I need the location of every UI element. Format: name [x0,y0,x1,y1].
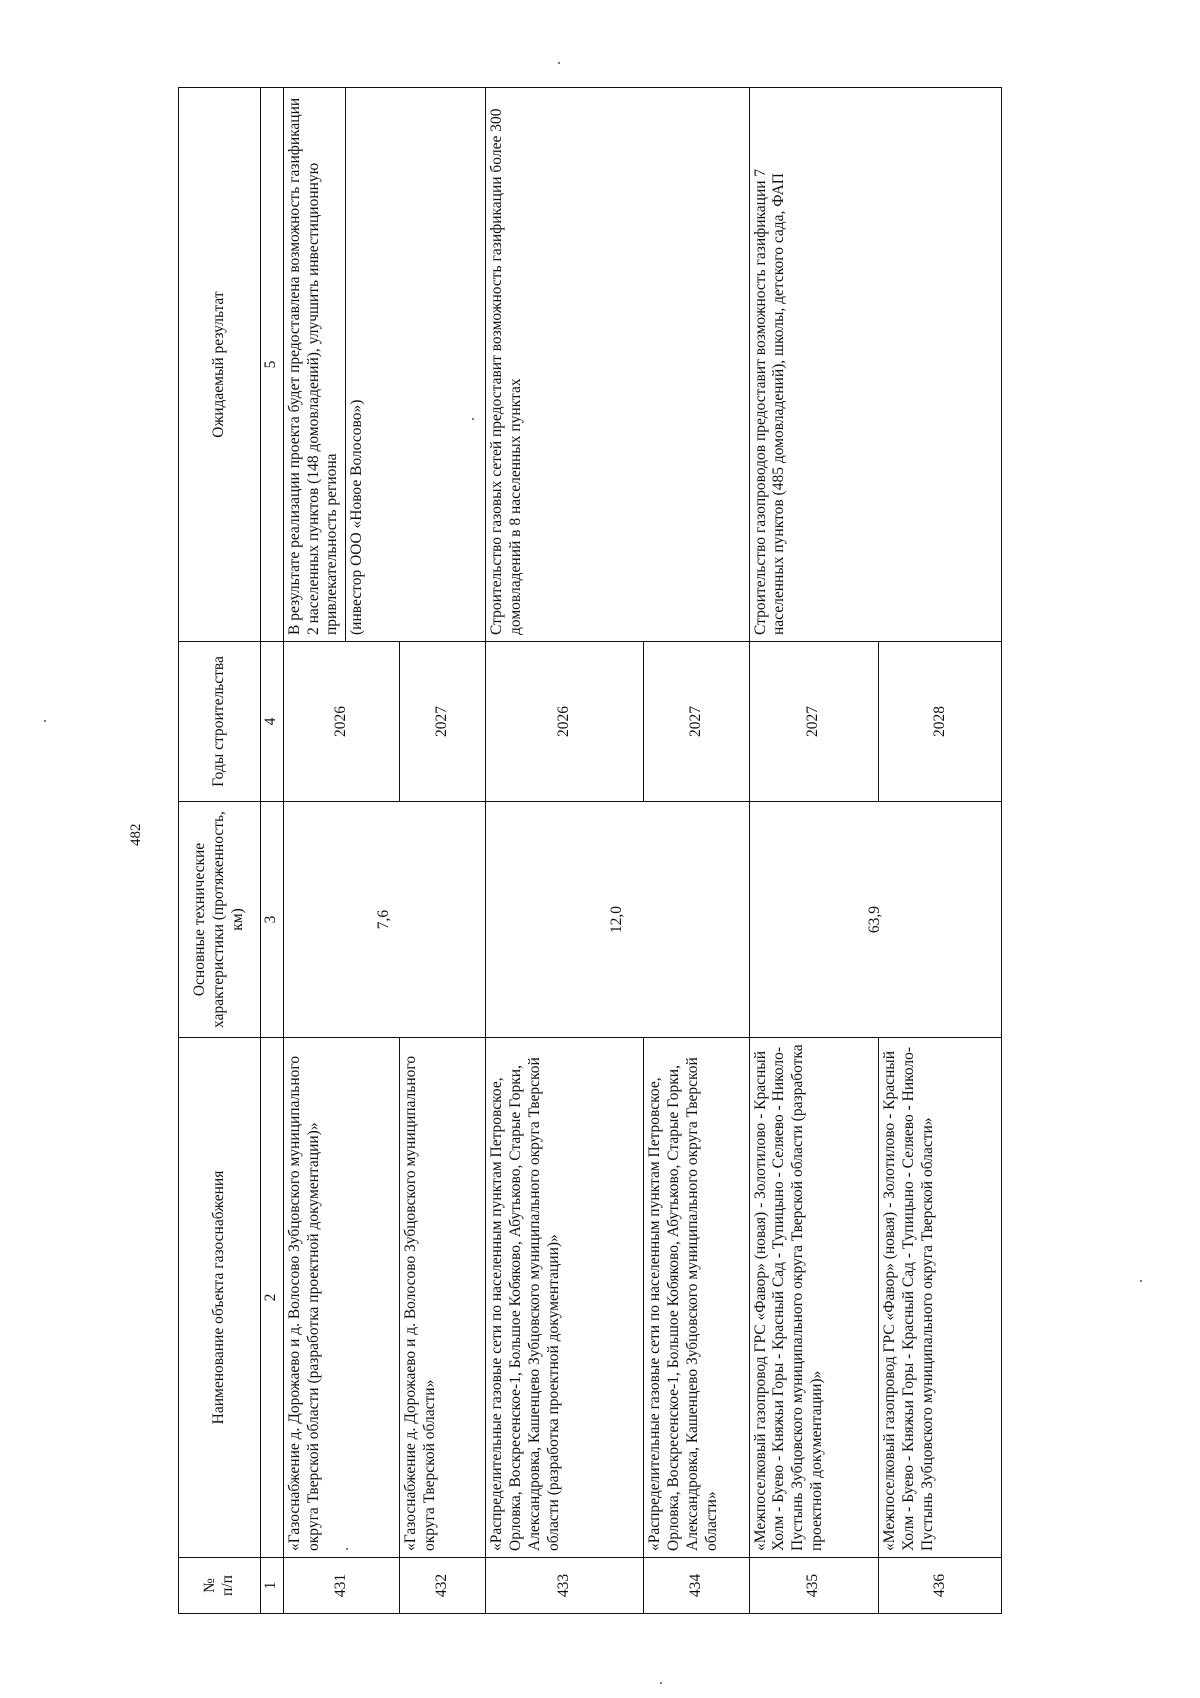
column-number: 5 [260,88,283,642]
row-number: 436 [878,1558,1001,1614]
column-number: 4 [260,642,283,802]
header-object-name: Наименование объекта газоснабжения [179,1038,261,1558]
header-technical-characteristics: Основные технические характеристики (протяженность, км) [179,802,261,1038]
object-name: «Распределительные газовые сети по населенным пунктам Петровское, Орловка, Воскресенское-1, Большое Кобяково, Абутьково, Старые Горки, Александровка, Кашенцево Зубцовского муниципального округа Тверской области» [643,1038,749,1558]
length-value: 7,6 [283,802,486,1038]
row-number: 435 [749,1558,878,1614]
length-value: 12,0 [486,802,749,1038]
column-number-row [260,88,283,1614]
gas-supply-table [178,87,1002,1614]
row-number: 432 [400,1558,486,1614]
header-construction-years: Годы строительства [179,642,261,802]
object-name: «Газоснабжение д. Дорожаево и д. Волосово Зубцовского муниципального округа Тверской области (разработка проектной документации)» [283,1038,399,1558]
length-value: 63,9 [749,802,1001,1038]
construction-year: 2027 [749,642,878,802]
construction-year: 2027 [400,642,486,802]
investor-note: (инвестор ООО «Новое Волосово») [345,88,367,641]
row-number: 433 [486,1558,643,1614]
header-number: № п/п [179,1558,261,1614]
object-name: «Межпоселковый газопровод ГРС «Фавор» (новая) - Золотилово - Красный Холм - Буево - Княжьи Горы - Красный Сад - Тупицыно - Селяево - Николо-Пустынь Зубцовского муниципального округа Тверской области» [878,1038,1001,1558]
header-row [179,88,261,1614]
expected-result-text: Строительство газовых сетей предоставит возможность газификации более 300 домовладений в 8 населенных пунктах [486,88,749,642]
table-row [749,88,878,1614]
table-row [486,88,643,1614]
table-row [283,88,399,1614]
construction-year: 2026 [486,642,643,802]
row-number: 434 [643,1558,749,1614]
header-expected-result: Ожидаемый результат [179,88,261,642]
object-name: «Распределительные газовые сети по населенным пунктам Петровское, Орловка, Воскресенское-1, Большое Кобяково, Абутьково, Старые Горки, Александровка, Кашенцево Зубцовского муниципального округа Тверской области (разработка проектной документации)» [486,1038,643,1558]
expected-result-text: В результате реализации проекта будет предоставлена возможность газификации 2 населенных пунктов (148 домовладений), улучшить инвестиционную привлекательность региона [285,97,341,635]
construction-year: 2026 [283,642,399,802]
column-number: 1 [260,1558,283,1614]
construction-year: 2027 [643,642,749,802]
gas-supply-table-container [178,88,1002,1614]
row-number: 431 [283,1558,399,1614]
column-number: 3 [260,802,283,1038]
expected-result-text: Строительство газопроводов предоставит возможность газификации 7 населенных пунктов (485 домовладений), школы, детского сада, ФАП [749,88,1001,642]
object-name: «Газоснабжение д. Дорожаево и д. Волосово Зубцовского муниципального округа Тверской области» [400,1038,486,1558]
page-number: 482 [128,823,144,846]
expected-result-cell [283,88,486,642]
column-number: 2 [260,1038,283,1558]
construction-year: 2028 [878,642,1001,802]
object-name: «Межпоселковый газопровод ГРС «Фавор» (новая) - Золотилово - Красный Холм - Буево - Княжьи Горы - Красный Сад - Тупицыно - Селяево - Николо-Пустынь Зубцовского муниципального округа Тверской области (разработка проектной документации)» [749,1038,878,1558]
rotated-table-wrapper [178,88,1002,1614]
